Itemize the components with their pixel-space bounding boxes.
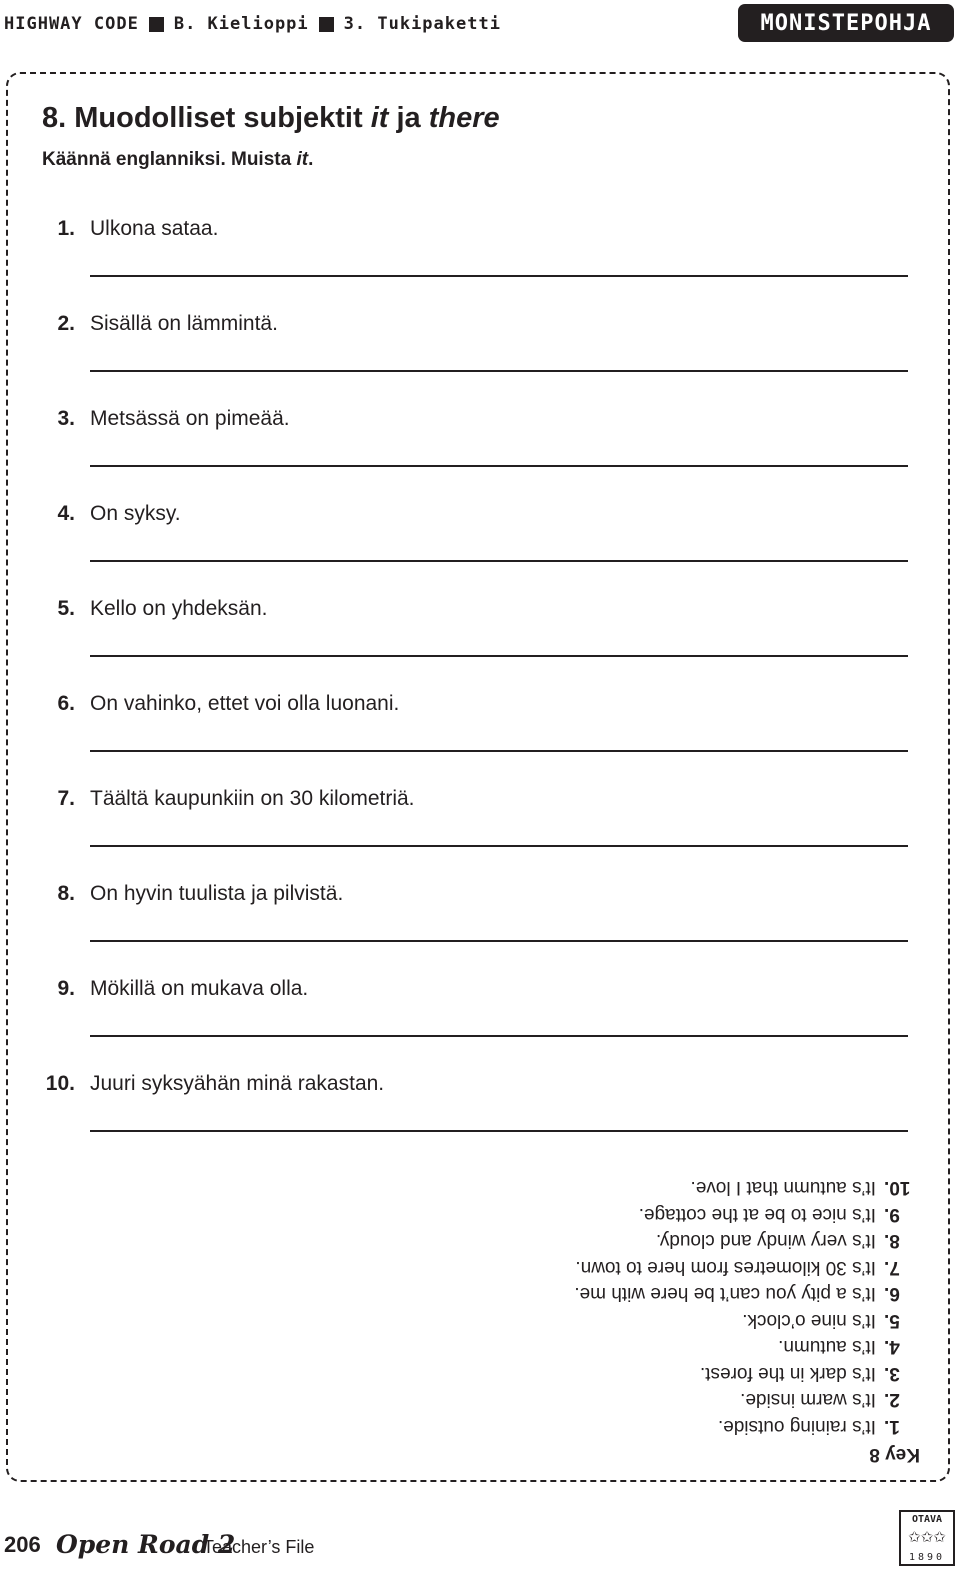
item-number: 2. (57, 312, 75, 335)
exercise-item (0, 692, 960, 782)
answer-key-row (718, 1415, 920, 1437)
answer-number: 2. (884, 1389, 900, 1411)
answer-line[interactable] (90, 275, 908, 277)
answer-key-row (778, 1336, 920, 1358)
answer-text: It’s nine o’clock. (742, 1310, 876, 1331)
series-name: HIGHWAY CODE (4, 14, 139, 34)
answer-key-row (690, 1177, 920, 1199)
item-number: 7. (57, 787, 75, 810)
answer-key-row (574, 1283, 920, 1305)
answer-key-row (742, 1309, 920, 1331)
answer-line[interactable] (90, 845, 908, 847)
answer-number: 1. (884, 1416, 900, 1437)
exercise-item (0, 597, 960, 687)
answer-text: It’s dark in the forest. (699, 1363, 876, 1384)
item-number: 6. (57, 692, 75, 715)
answer-key-row (639, 1203, 920, 1225)
answer-line[interactable] (90, 1035, 908, 1037)
item-sentence: Metsässä on pimeää. (90, 407, 290, 430)
exercise-instruction: Käännä englanniksi. Muista it. (42, 149, 314, 170)
answer-number: 6. (884, 1283, 900, 1305)
running-header (4, 11, 501, 37)
exercise-item (0, 502, 960, 592)
exercise-title: 8. Muodolliset subjektit it ja there (42, 102, 500, 134)
stars-icon: ✩✩✩ (908, 1529, 946, 1546)
answer-text: It’s warm inside. (740, 1389, 876, 1411)
answer-text: It’s 30 kilometres from here to town. (575, 1257, 876, 1278)
page-number: 206 (4, 1532, 41, 1557)
answer-number: 5. (884, 1310, 900, 1331)
exercise-item (0, 407, 960, 497)
answer-number: 8. (884, 1230, 900, 1252)
answer-text: It’s autumn that I love. (690, 1177, 876, 1199)
answer-text: It’s nice to be at the cottage. (638, 1204, 876, 1225)
item-sentence: Mökillä on mukava olla. (90, 977, 309, 1000)
item-number: 1. (57, 217, 75, 240)
publisher-logo (899, 1510, 955, 1566)
item-sentence: Juuri syksyähän minä rakastan. (90, 1072, 385, 1095)
answer-key-row (656, 1230, 920, 1252)
item-number: 4. (57, 502, 75, 525)
answer-number: 9. (884, 1204, 900, 1225)
item-sentence: Sisällä on lämmintä. (90, 312, 278, 335)
publisher-name: OTAVA (911, 1514, 943, 1525)
exercise-item (0, 217, 960, 307)
section-name: B. Kielioppi (173, 14, 309, 34)
answer-number: 4. (884, 1336, 900, 1358)
publisher-year: 1890 (908, 1552, 946, 1563)
item-number: 3. (57, 407, 75, 430)
item-number: 9. (57, 977, 75, 1000)
answer-key-row (700, 1362, 920, 1384)
subsection-name: 3. Tukipaketti (343, 14, 501, 34)
book-title: Open Road 2 (56, 1530, 236, 1559)
answer-line[interactable] (90, 750, 908, 752)
answer-text: It’s autumn. (778, 1336, 876, 1358)
exercise-item (0, 977, 960, 1067)
answer-text: It’s a pity you can’t be here with me. (574, 1283, 876, 1305)
answer-number: 7. (884, 1257, 900, 1278)
exercise-item (0, 312, 960, 402)
exercise-item (0, 882, 960, 972)
item-sentence: Täältä kaupunkiin on 30 kilometriä. (90, 787, 415, 810)
item-sentence: On hyvin tuulista ja pilvistä. (90, 882, 344, 905)
exercise-item (0, 787, 960, 877)
answer-key (480, 1165, 920, 1465)
item-number: 8. (57, 882, 75, 905)
exercise-item (0, 1072, 960, 1162)
answer-text: It’s raining outside. (717, 1416, 876, 1437)
answer-line[interactable] (90, 1130, 908, 1132)
item-number: 5. (57, 597, 75, 620)
answer-key-row (575, 1256, 920, 1278)
answer-number: 10. (884, 1177, 911, 1199)
item-sentence: On syksy. (90, 502, 181, 525)
worksheet-badge: MONISTEPOHJA (738, 4, 954, 42)
answer-text: It’s very windy and cloudy. (655, 1230, 876, 1252)
answer-key-title: Key 8 (869, 1444, 920, 1465)
square-bullet-icon (149, 17, 164, 32)
item-sentence: Kello on yhdeksän. (90, 597, 268, 620)
answer-line[interactable] (90, 655, 908, 657)
answer-line[interactable] (90, 940, 908, 942)
answer-line[interactable] (90, 465, 908, 467)
book-subtitle: Teacher’s File (203, 1537, 315, 1557)
answer-line[interactable] (90, 370, 908, 372)
answer-number: 3. (884, 1363, 900, 1384)
item-sentence: Ulkona sataa. (90, 217, 219, 240)
answer-line[interactable] (90, 560, 908, 562)
square-bullet-icon (319, 17, 334, 32)
answer-key-row (740, 1389, 920, 1411)
item-number: 10. (45, 1072, 75, 1095)
item-sentence: On vahinko, ettet voi olla luonani. (90, 692, 400, 715)
